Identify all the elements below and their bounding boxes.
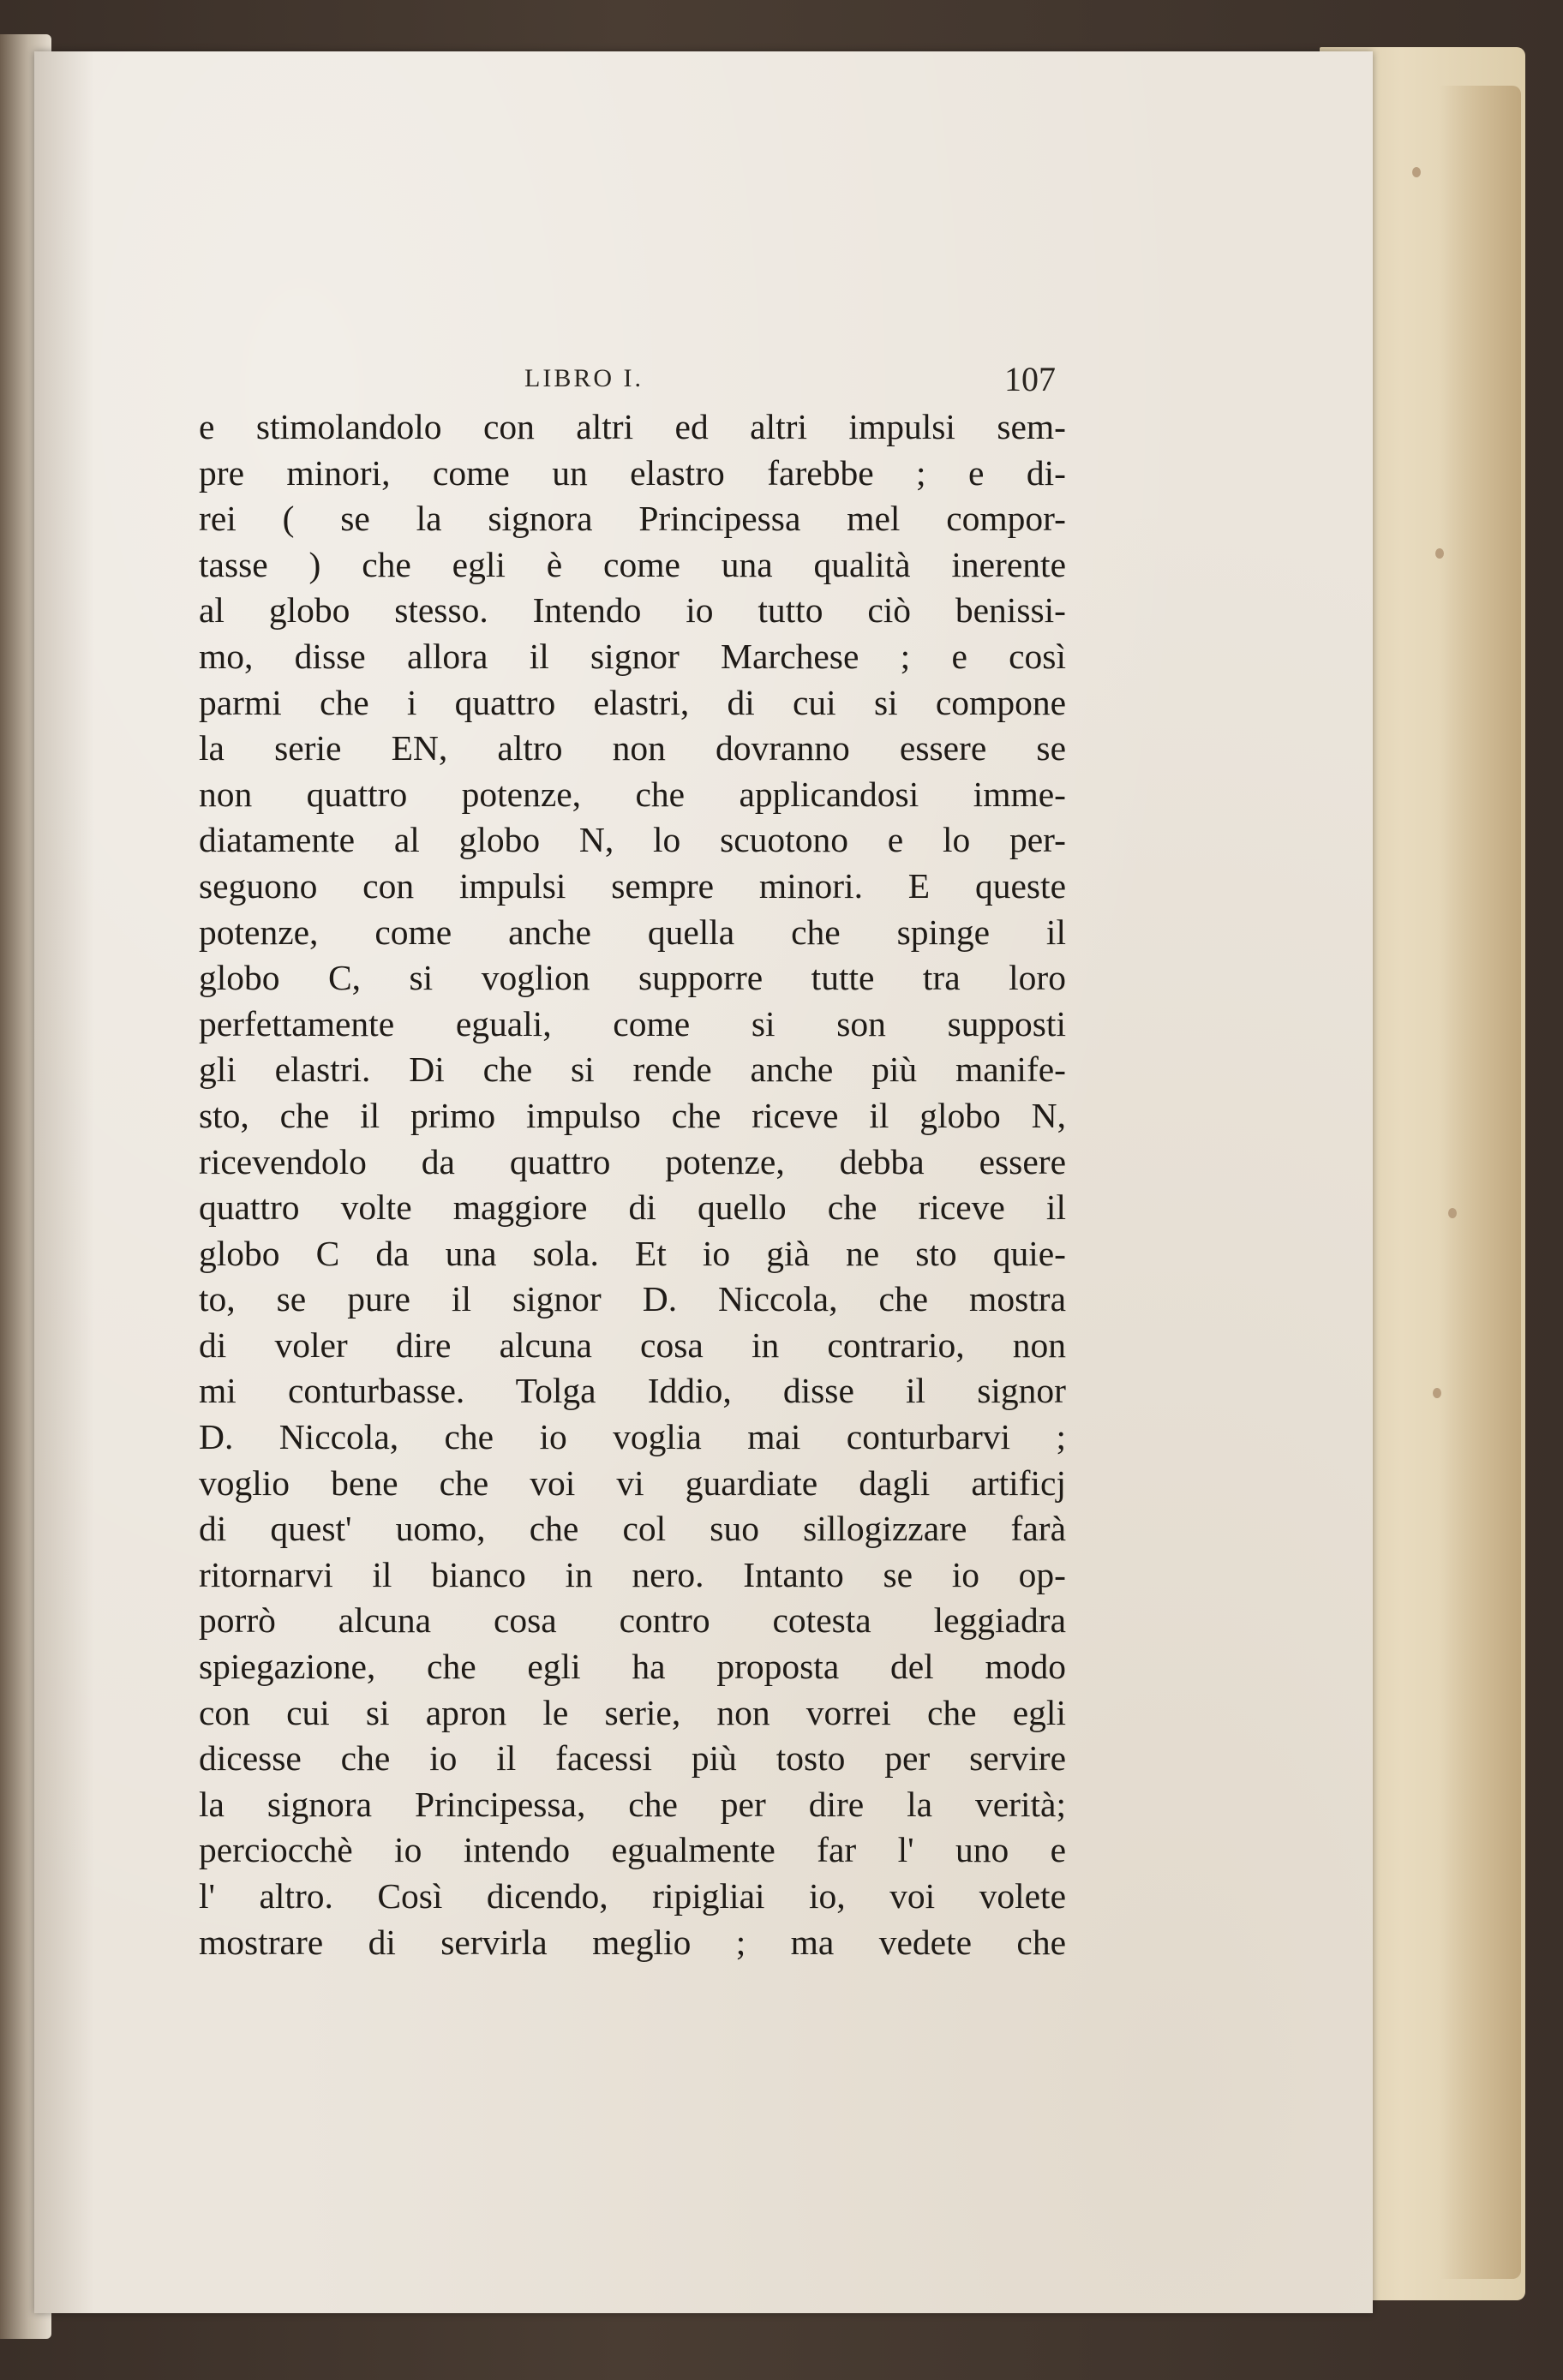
text-line: sto, che il primo impulso che riceve il globo N, <box>199 1095 1066 1135</box>
text-line: mostrare di servirla meglio ; ma vedete che <box>199 1922 1066 1962</box>
text-line: pre minori, come un elastro farebbe ; e di- <box>199 452 1066 493</box>
text-line: diatamente al globo N, lo scuotono e lo per- <box>199 820 1066 860</box>
text-line: e stimolandolo con altri ed altri impulsi sem- <box>199 407 1066 446</box>
text-line: parmi che i quattro elastri, di cui si compone <box>199 682 1066 722</box>
running-head: LIBRO I. <box>524 364 644 392</box>
text-line: to, se pure il signor D. Niccola, che mostra <box>199 1279 1066 1319</box>
text-line: con cui si apron le serie, non vorrei che egli <box>199 1692 1066 1732</box>
page-number: 107 <box>1004 360 1056 398</box>
text-line: D. Niccola, che io voglia mai conturbarvi ; <box>199 1417 1066 1457</box>
text-line: quattro volte maggiore di quello che riceve il <box>199 1187 1066 1228</box>
paper-speck <box>1435 548 1444 559</box>
text-line: dicesse che io il facessi più tosto per servire <box>199 1738 1066 1779</box>
gutter-shadow <box>34 51 94 2313</box>
text-line: di quest' uomo, che col suo sillogizzare farà <box>199 1509 1066 1549</box>
body-text <box>199 404 1066 1965</box>
text-line: seguono con impulsi sempre minori. E queste <box>199 865 1066 906</box>
text-line: potenze, come anche quella che spinge il <box>199 912 1066 952</box>
text-line: gli elastri. Di che si rende anche più manife- <box>199 1049 1066 1090</box>
page-header <box>199 360 1056 407</box>
text-line: la signora Principessa, che per dire la verità; <box>199 1784 1066 1824</box>
text-line: voglio bene che voi vi guardiate dagli artificj <box>199 1462 1066 1503</box>
paper-speck <box>1433 1388 1441 1398</box>
text-line: globo C, si voglion supporre tutte tra loro <box>199 958 1066 998</box>
underlying-pages-edge <box>1440 86 1521 2279</box>
text-line: non quattro potenze, che applicandosi imme- <box>199 774 1066 814</box>
paper-speck <box>1412 167 1421 177</box>
text-line: di voler dire alcuna cosa in contrario, non <box>199 1325 1066 1365</box>
text-line: globo C da una sola. Et io già ne sto quie- <box>199 1233 1066 1273</box>
text-line: la serie EN, altro non dovranno essere se <box>199 728 1066 768</box>
text-line: perciocchè io intendo egualmente far l' uno e <box>199 1830 1066 1870</box>
text-line: perfettamente eguali, come si son supposti <box>199 1003 1066 1043</box>
text-line: al globo stesso. Intendo io tutto ciò benissi- <box>199 590 1066 631</box>
text-line: rei ( se la signora Principessa mel compor- <box>199 499 1066 539</box>
book-page <box>34 51 1373 2313</box>
text-line: l' altro. Così dicendo, ripigliai io, voi volete <box>199 1876 1066 1916</box>
text-line: porrò alcuna cosa contro cotesta leggiadra <box>199 1600 1066 1641</box>
text-line: ritornarvi il bianco in nero. Intanto se io op- <box>199 1554 1066 1594</box>
text-line: mi conturbasse. Tolga Iddio, disse il signor <box>199 1371 1066 1411</box>
text-line: mo, disse allora il signor Marchese ; e così <box>199 636 1066 676</box>
paper-speck <box>1448 1208 1457 1218</box>
text-line: spiegazione, che egli ha proposta del modo <box>199 1647 1066 1687</box>
text-line: ricevendolo da quattro potenze, debba essere <box>199 1141 1066 1181</box>
text-line: tasse ) che egli è come una qualità inerente <box>199 544 1066 584</box>
